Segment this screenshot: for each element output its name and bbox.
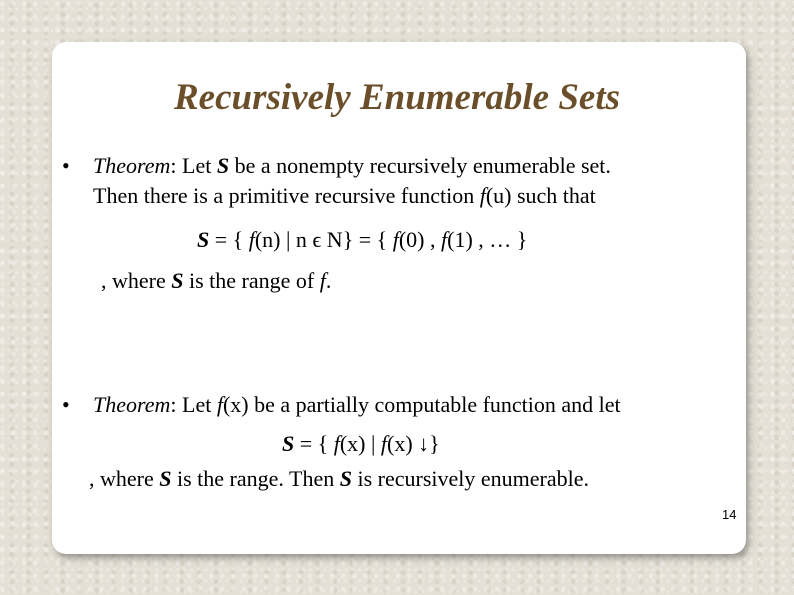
- theorem-1-line-1: Theorem: Let S be a nonempty recursively enumerable set.: [93, 153, 611, 178]
- slide-title: Recursively Enumerable Sets: [173, 77, 621, 118]
- theorem-1-line-2: Then there is a primitive recursive function f(u) such that: [93, 183, 596, 208]
- page-number: 14: [722, 507, 737, 522]
- theorem-1-equation: S = { f(n) | n ϵ N} = { f(0) , f(1) , … }: [197, 227, 528, 252]
- theorem-2-label: Theorem: [93, 392, 171, 417]
- bullet-1: •: [62, 153, 70, 178]
- theorem-1-label: Theorem: [93, 153, 171, 178]
- bullet-2: •: [62, 392, 70, 417]
- theorem-2-equation: S = { f(x) | f(x) ↓}: [282, 431, 440, 456]
- theorem-2-line-1: Theorem: Let f(x) be a partially computable function and let: [93, 392, 621, 417]
- theorem-1-where: , where S is the range of f.: [101, 268, 332, 293]
- theorem-2-where: , where S is the range. Then S is recursively enumerable.: [89, 466, 589, 491]
